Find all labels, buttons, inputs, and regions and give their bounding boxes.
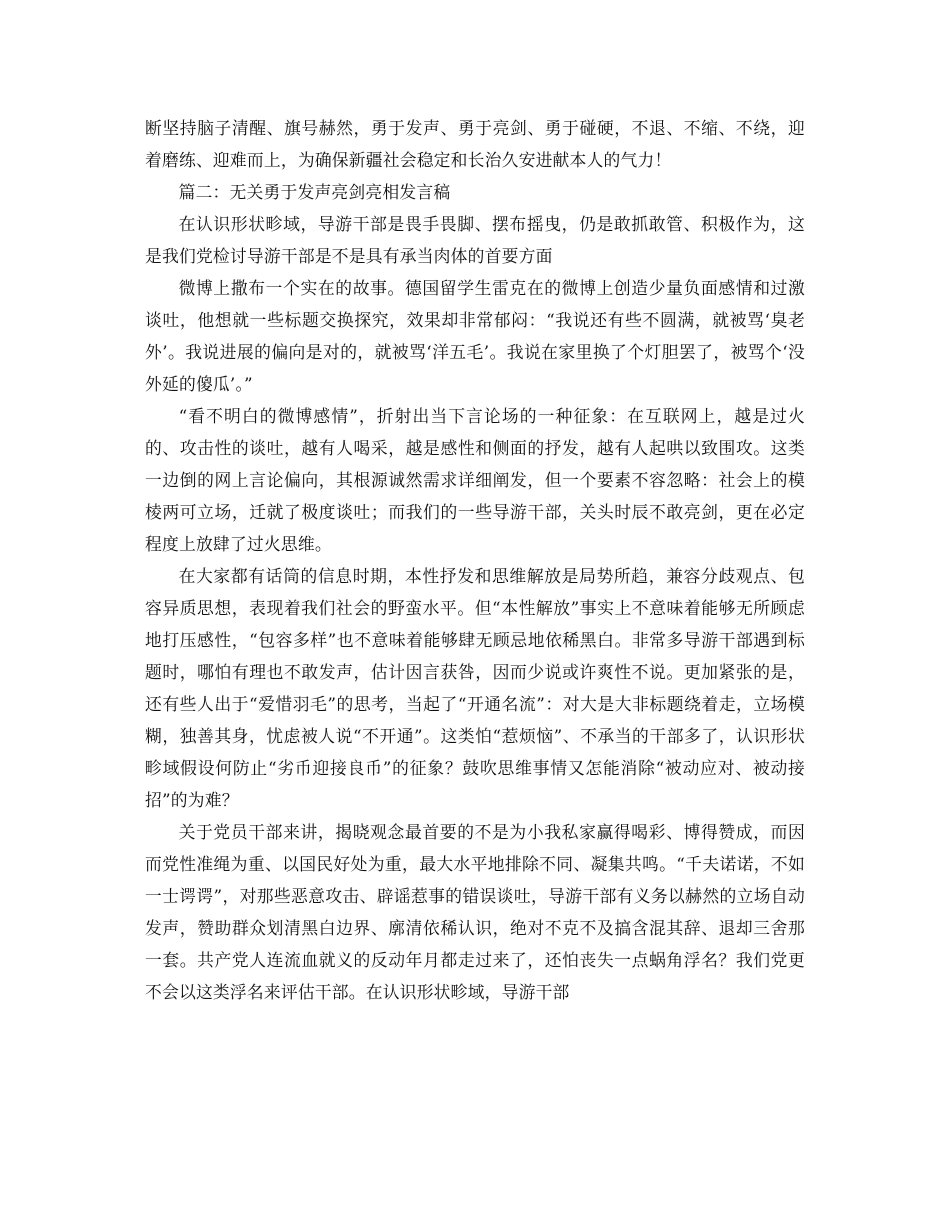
paragraph-continued: 断坚持脑子清醒、旗号赫然，勇于发声、勇于亮剑、勇于碰硬，不退、不缩、不绕，迎着磨练、迎难而上，为确保新疆社会稳定和长治久安进献本人的气力！ [145, 118, 805, 170]
paragraph: 关于党员干部来讲，揭晓观念最首要的不是为小我私家赢得喝彩、博得赞成，而因而党性准绳为重、以国民好处为重，最大水平地排除不同、凝集共鸣。“千夫诺诺，不如一士谔谔”，对那些恶意攻击、辟谣惹事的错误谈吐，导游干部有义务以赫然的立场自动发声，赞助群众划清黑白边界、廓清依稀认识，绝对不克不及搞含混其辞、退却三舍那一套。共产党人连流血就义的反动年月都走过来了，还怕丧失一点蜗角浮名？我们党更不会以这类浮名来评估干部。在认识形状畛域，导游干部 [145, 822, 805, 1002]
paragraph: 在大家都有话筒的信息时期，本性抒发和思维解放是局势所趋，兼容分歧观点、包容异质思想，表现着我们社会的野蛮水平。但“本性解放”事实上不意味着能够无所顾虑地打压感性，“包容多样”也不意味着能够肆无顾忌地依稀黑白。非常多导游干部遇到标题时，哪怕有理也不敢发声，估计因言获咎，因而少说或许爽性不说。更加紧张的是，还有些人出于“爱惜羽毛”的思考，当起了“开通名流”：对大是大非标题绕着走，立场模糊，独善其身，忧虑被人说“不开通”。这类怕“惹烦恼”、不承当的干部多了，认识形状畛域假设何防止“劣币迎接良币”的征象？鼓吹思维事情又怎能消除“被动应对、被动接招”的为难？ [145, 566, 805, 810]
paragraph: 微博上撒布一个实在的故事。德国留学生雷克在的微博上创造少量负面感情和过激谈吐，他想就一些标题交换探究，效果却非常郁闷：“我说还有些不圆满，就被骂‘臭老外’。我说进展的偏向是对的，就被骂‘洋五毛’。我说在家里换了个灯胆罢了，被骂个‘没外延的傻瓜’。” [145, 278, 805, 394]
paragraph: “看不明白的微博感情”，折射出当下言论场的一种征象：在互联网上，越是过火的、攻击性的谈吐，越有人喝采，越是感性和侧面的抒发，越有人起哄以致围攻。这类一边倒的网上言论偏向，其根源诚然需求详细阐发，但一个要素不容忽略：社会上的模棱两可立场，迁就了极度谈吐；而我们的一些导游干部，关头时辰不敢亮剑，更在必定程度上放肆了过火思维。 [145, 406, 805, 554]
section-heading: 篇二：无关勇于发声亮剑亮相发言稿 [178, 182, 451, 202]
paragraph: 在认识形状畛域，导游干部是畏手畏脚、摆布摇曳，仍是敢抓敢管、积极作为，这是我们党检讨导游干部是不是具有承当肉体的首要方面 [145, 214, 805, 266]
document-body [145, 112, 805, 1008]
